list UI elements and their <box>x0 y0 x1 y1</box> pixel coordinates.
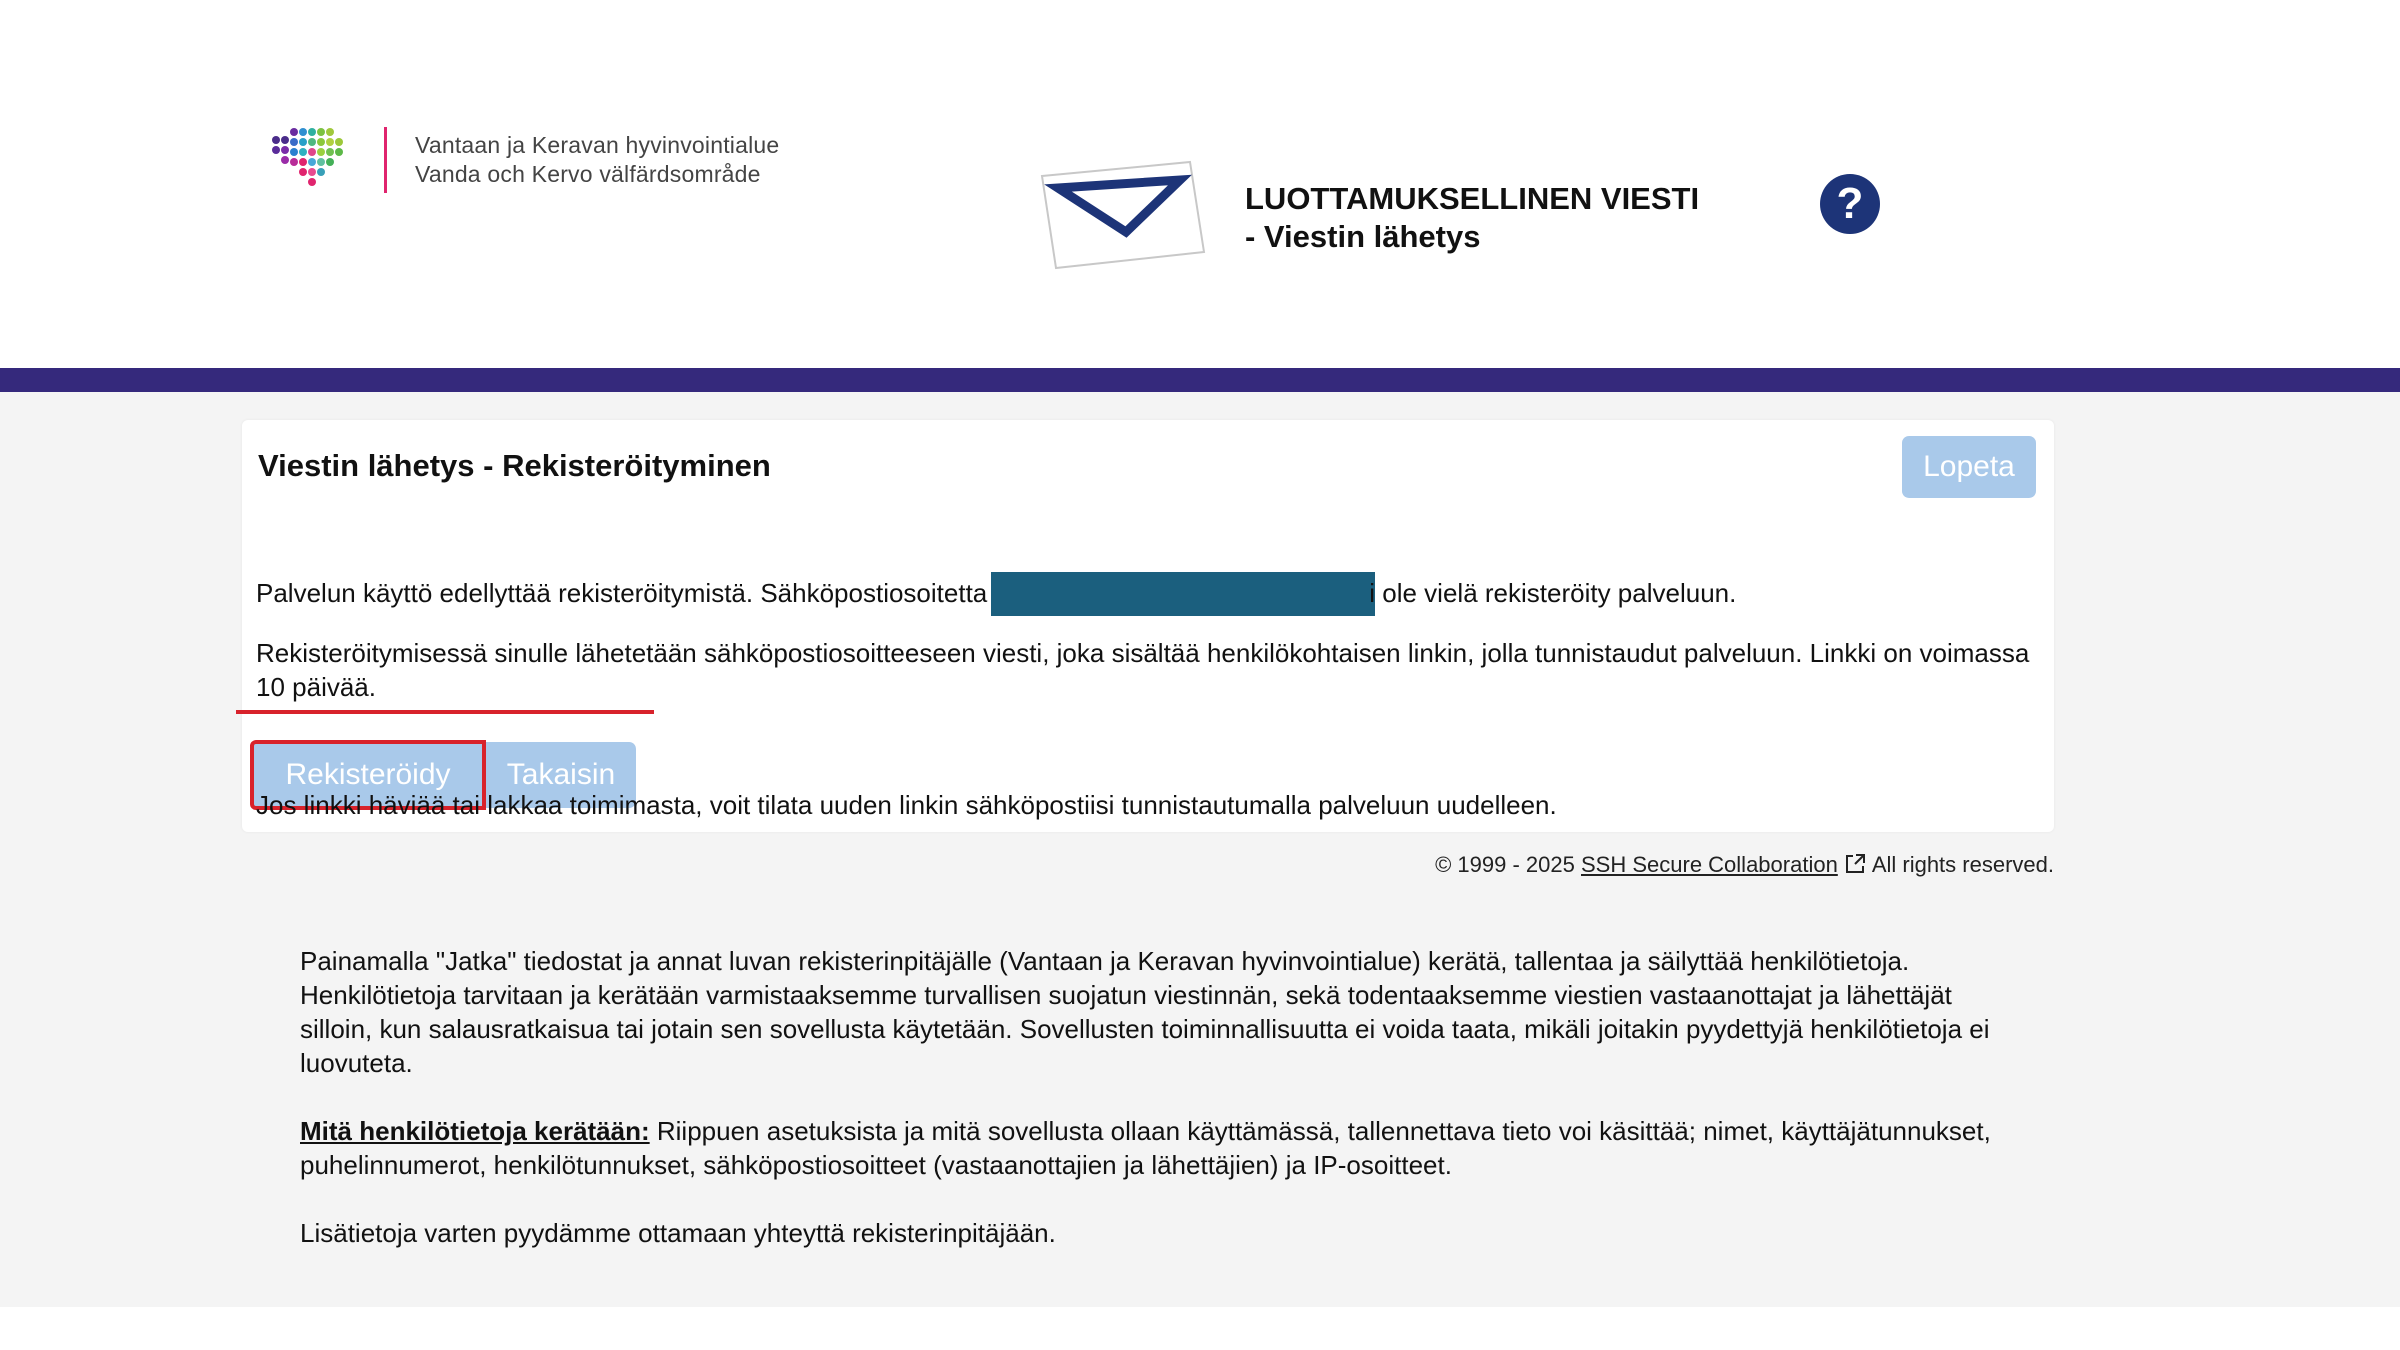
privacy-notice <box>300 944 2020 1284</box>
content-area <box>0 392 2400 1307</box>
link-lost-info: Jos linkki häviää tai lakkaa toimimasta, voit tilata uuden linkin sähköpostiisi tunnistautumalla palveluun uudelleen. <box>256 790 1557 820</box>
redacted-email <box>991 572 1375 616</box>
copyright <box>1435 852 2054 878</box>
red-underline-annotation <box>236 710 654 714</box>
page-header <box>0 0 2400 368</box>
service-title-main: LUOTTAMUKSELLINEN VIESTI <box>1245 181 1700 216</box>
registration-card <box>242 420 2054 832</box>
org-logo <box>270 124 779 196</box>
help-icon[interactable]: ? <box>1820 174 1880 234</box>
copyright-years: © 1999 - 2025 <box>1435 852 1575 877</box>
service-title <box>1245 180 1699 256</box>
service-title-sub: - Viestin lähetys <box>1245 219 1481 254</box>
registration-notice <box>256 572 1736 616</box>
card-title: Viestin lähetys - Rekisteröityminen <box>258 448 771 483</box>
org-name-fi: Vantaan ja Keravan hyvinvointialue <box>415 132 780 158</box>
privacy-para-2 <box>300 1114 2020 1182</box>
back-button[interactable]: Takaisin <box>486 742 636 808</box>
logo-divider <box>384 127 387 193</box>
registration-info: Rekisteröitymisessä sinulle lähetetään sähköpostiosoitteeseen viesti, joka sisältää henkilökohtaisen linkin, jolla tunnistaudut palveluun. Linkki on voimassa 10 päivää. <box>256 638 2030 702</box>
rights-text: All rights reserved. <box>1871 852 2054 877</box>
registration-notice-start: Palvelun käyttö edellyttää rekisteröitymistä. Sähköpostiosoitetta <box>256 578 988 608</box>
envelope-icon <box>1040 160 1208 270</box>
privacy-para-1: Painamalla "Jatka" tiedostat ja annat luvan rekisterinpitäjälle (Vantaan ja Keravan hyvinvointialue) kerätä, tallentaa ja säilyttää henkilötietoja. Henkilötietoja tarvitaan ja kerätään varmistaaksemme turvallisen suojatun viestinnän, sekä todentaaksemme viestien vastaanottajat ja lähettäjät silloin, kun salausratkaisua tai jotain sen sovellusta käytetään. Sovellusten toiminnallisuutta ei voida taata, mikäli joitakin pyydettyjä henkilötietoja ei luovuteta. <box>300 946 1990 1078</box>
ssh-link[interactable]: SSH Secure Collaboration <box>1581 852 1838 877</box>
org-name-sv: Vanda och Kervo välfärdsområde <box>415 161 761 187</box>
org-name <box>415 131 779 189</box>
heart-logo-icon <box>270 124 354 196</box>
external-link-icon <box>1844 853 1866 875</box>
header-band <box>0 368 2400 392</box>
registration-notice-end: i ole vielä rekisteröity palveluun. <box>1369 578 1737 608</box>
privacy-para-2-body: Riippuen asetuksista ja mitä sovellusta ollaan käyttämässä, tallennettava tieto voi käsittää; nimet, käyttäjätunnukset, puhelinnumerot, henkilötunnukset, sähköpostiosoitteet (vastaanottajien ja lähettäjien) ja IP-osoitteet. <box>300 1116 1991 1180</box>
lopeta-button[interactable]: Lopeta <box>1902 436 2036 498</box>
privacy-para-3: Lisätietoja varten pyydämme ottamaan yhteyttä rekisterinpitäjään. <box>300 1218 1056 1248</box>
register-button[interactable]: Rekisteröidy <box>252 742 484 808</box>
privacy-heading: Mitä henkilötietoja kerätään: <box>300 1116 650 1146</box>
